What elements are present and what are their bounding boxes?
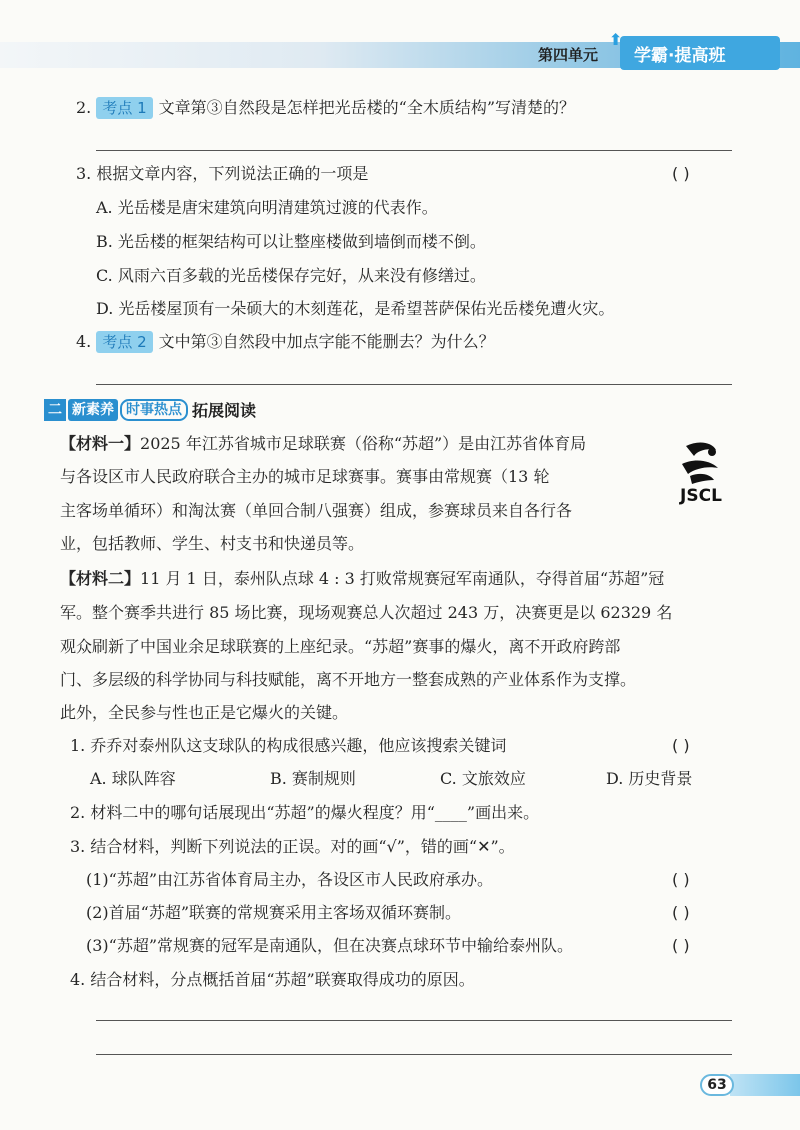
section-tag-new: 新素养 (68, 399, 118, 421)
section-number: 二 (44, 399, 66, 421)
answer-paren[interactable]: ( ) (672, 936, 690, 955)
question-text: 根据文章内容，下列说法正确的一项是 (96, 164, 369, 183)
section-name: 拓展阅读 (192, 401, 257, 420)
judgement-item-1: (1)“苏超”由江苏省体育局主办，各设区市人民政府承办。 (86, 870, 494, 889)
answer-paren[interactable]: ( ) (672, 164, 690, 183)
answer-paren[interactable]: ( ) (672, 903, 690, 922)
sub-question-4: 4. 结合材料，分点概括首届“苏超”联赛取得成功的原因。 (70, 970, 475, 989)
answer-line[interactable] (96, 1054, 732, 1055)
logo-text: JSCL (680, 486, 722, 506)
brand-label: 学霸·提高班 (634, 46, 726, 66)
material-2-line-2: 军。整个赛季共进行 85 场比赛，现场观赛总人次超过 243 万，决赛更是以 62329 名 (60, 603, 673, 622)
material-1-line-2: 与各设区市人民政府联合主办的城市足球赛事。赛事由常规赛（13 轮 (60, 467, 550, 486)
judgement-item-3: (3)“苏超”常规赛的冠军是南通队，但在决赛点球环节中输给泰州队。 (86, 936, 574, 955)
sq1-option-a: A. 球队阵容 (90, 769, 176, 788)
unit-label: 第四单元 (538, 46, 599, 64)
sub-question-3: 3. 结合材料，判断下列说法的正误。对的画“√”，错的画“✕”。 (70, 837, 515, 856)
page-number: 63 (700, 1074, 734, 1096)
arrow-up-icon: ⬆ (609, 30, 623, 49)
question-text: 文章第③自然段是怎样把光岳楼的“全木质结构”写清楚的？ (158, 98, 576, 117)
page-header (0, 0, 800, 80)
material-2-line-3: 观众刷新了中国业余足球联赛的上座纪录。“苏超”赛事的爆火，离不开政府跨部 (60, 637, 621, 656)
exam-point-badge: 考点 1 (96, 97, 152, 119)
answer-paren[interactable]: ( ) (672, 870, 690, 889)
question-number: 4. (76, 332, 92, 351)
question-number: 2. (76, 98, 92, 117)
material-2-line-5: 此外，全民参与性也正是它爆火的关键。 (60, 703, 349, 722)
sub-question-1: 1. 乔乔对泰州队这支球队的构成很感兴趣，他应该搜索关键词 (70, 736, 507, 755)
question-3 (76, 163, 368, 185)
sq1-option-d: D. 历史背景 (606, 769, 693, 788)
material-1-line-1: 【材料一】2025 年江苏省城市足球联赛（俗称“苏超”）是由江苏省体育局 (60, 434, 587, 453)
exam-point-badge: 考点 2 (96, 331, 152, 353)
material-2-line-4: 门、多层级的科学协同与科技赋能，离不开地方一整套成熟的产业体系作为支撑。 (60, 670, 637, 689)
question-2 (76, 97, 575, 119)
section-title (44, 398, 256, 422)
question-4 (76, 331, 495, 353)
material-2-label: 【材料二】 (60, 569, 141, 588)
material-1-label: 【材料一】 (60, 434, 141, 453)
material-1-line-4: 业，包括教师、学生、村支书和快递员等。 (60, 534, 365, 553)
answer-line[interactable] (96, 150, 732, 151)
option-d: D. 光岳楼屋顶有一朵硕大的木刻莲花，是希望菩萨保佑光岳楼免遭火灾。 (96, 299, 615, 318)
answer-line[interactable] (96, 384, 732, 385)
question-text: 文中第③自然段中加点字能不能删去？为什么？ (158, 332, 495, 351)
material-1-line-3: 主客场单循环）和淘汰赛（单回合制八强赛）组成，参赛球员来自各行各 (60, 501, 573, 520)
answer-line[interactable] (96, 1020, 732, 1021)
material-2-line-1: 【材料二】11 月 1 日，泰州队点球 4 : 3 打败常规赛冠军南通队，夺得首届“苏超”冠 (60, 569, 665, 588)
option-c: C. 风雨六百多载的光岳楼保存完好，从来没有修缮过。 (96, 266, 486, 285)
section-tag-hot: 时事热点 (120, 399, 188, 421)
page-number-bar (730, 1074, 800, 1096)
sq1-option-c: C. 文旅效应 (440, 769, 526, 788)
answer-paren[interactable]: ( ) (672, 736, 690, 755)
option-b: B. 光岳楼的框架结构可以让整座楼做到墙倒而楼不倒。 (96, 232, 486, 251)
question-number: 3. (76, 164, 92, 183)
sub-question-2: 2. 材料二中的哪句话展现出“苏超”的爆火程度？用“____”画出来。 (70, 803, 540, 822)
option-a: A. 光岳楼是唐宋建筑向明清建筑过渡的代表作。 (96, 198, 438, 217)
sq1-option-b: B. 赛制规则 (270, 769, 356, 788)
judgement-item-2: (2)首届“苏超”联赛的常规赛采用主客场双循环赛制。 (86, 903, 462, 922)
